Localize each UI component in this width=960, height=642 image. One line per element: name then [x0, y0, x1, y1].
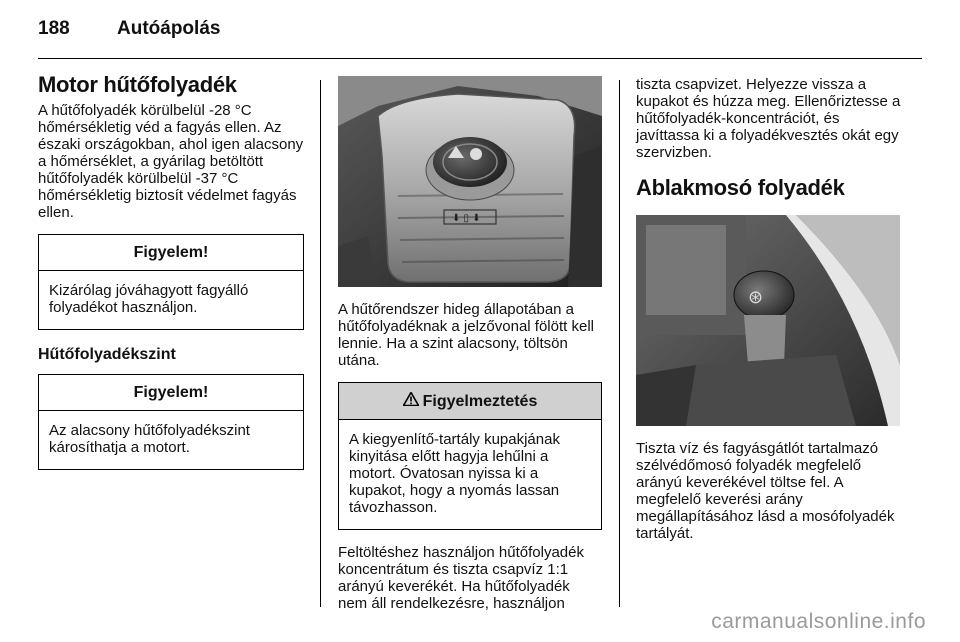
washer-fluid-caption: Tiszta víz és fagyásgátlót tartalmazó szélvédőmosó folyadék megfelelő arányú keverékével töltse fel. A megfelelő keverési arány megállapításához lásd a mosófolyadék tartályát. [636, 440, 895, 542]
washer-fluid-title: Ablakmosó folyadék [636, 175, 845, 200]
header-divider [38, 58, 922, 59]
warning-box-header [339, 383, 601, 420]
coolant-fill-text: Feltöltéshez használjon hűtőfolyadék koncentrátum és tiszta csapvíz 1:1 arányú keverékét. Ha hűtőfolyadék nem áll rendelkezésre, használjon [338, 544, 584, 612]
coolant-level-subtitle: Hűtőfolyadékszint [38, 346, 176, 363]
warning-box [338, 382, 602, 530]
column-divider-2 [619, 80, 620, 607]
watermark: carmanualsonline.info [711, 610, 926, 633]
warning-triangle-icon [403, 392, 419, 410]
coolant-level-caption: A hűtőrendszer hideg állapotában a hűtőfolyadéknak a jelzővonal fölött kell lennie. Ha a szint alacsony, töltsön utána. [338, 301, 594, 369]
svg-text:⊛: ⊛ [748, 287, 764, 308]
coolant-reservoir-photo [338, 76, 602, 287]
coolant-title: Motor hűtőfolyadék [38, 72, 237, 97]
caution-box-1 [38, 234, 304, 330]
caution-box-1-text: Kizárólag jóváhagyott fagyálló folyadékot használjon. [49, 282, 249, 316]
coolant-continued-text: tiszta csapvizet. Helyezze vissza a kupakot és húzza meg. Ellenőriztesse a hűtőfolyadék-koncentrációt, és javíttassa ki a folyadékvesztés okát egy szervizben. [636, 76, 901, 161]
column-1 [38, 72, 304, 470]
column-divider-1 [320, 80, 321, 607]
washer-reservoir-photo [636, 215, 900, 426]
page-number: 188 [38, 18, 70, 39]
column-2 [338, 76, 602, 612]
column-3 [636, 76, 901, 542]
coolant-intro: A hűtőfolyadék körülbelül -28 °C hőmérsékletig véd a fagyás ellen. Az északi országokban, ahol igen alacsony a hőmérséklet, a gyárilag betöltött hűtőfolyadék körülbelül -37 °C hőmérsékletig biztosít védelmet fagyás ellen. [38, 102, 304, 221]
caution-box-2-title: Figyelem! [39, 375, 303, 411]
caution-box-2-text: Az alacsony hűtőfolyadékszint károsíthatja a motort. [49, 422, 250, 456]
section-title: Autóápolás [117, 18, 221, 39]
caution-box-2 [38, 374, 304, 470]
warning-box-text: A kiegyenlítő-tartály kupakjának kinyitása előtt hagyja lehűlni a motort. Óvatosan nyissa ki a kupakot, hogy a nyomás lassan távozhasson. [349, 431, 560, 516]
warning-box-title: Figyelmeztetés [422, 393, 538, 410]
svg-text:⬇ ▯ ⬇: ⬇ ▯ ⬇ [452, 213, 481, 224]
caution-box-1-title: Figyelem! [39, 235, 303, 271]
page-header [38, 18, 220, 40]
